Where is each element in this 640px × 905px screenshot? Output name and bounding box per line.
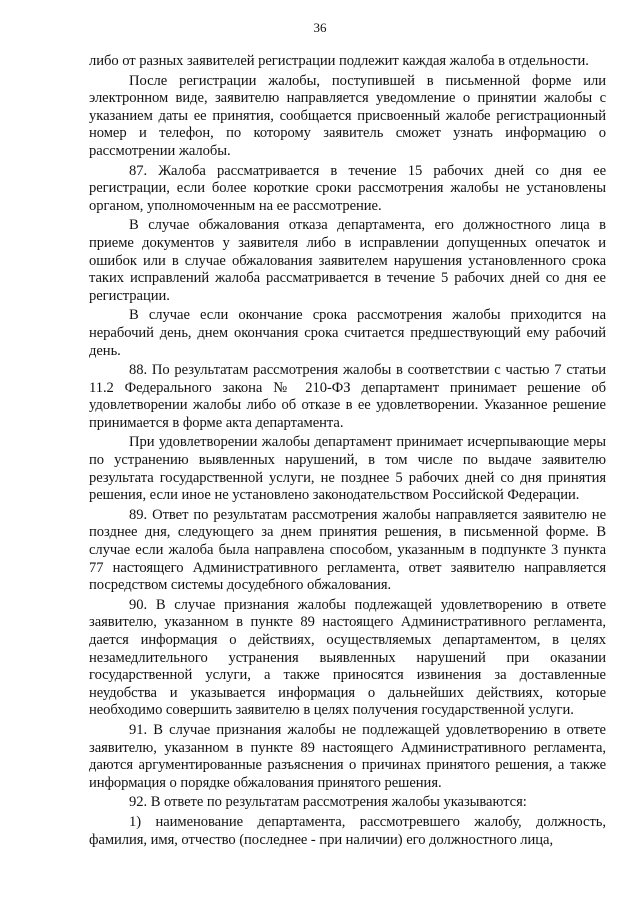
page-number: 36 — [313, 20, 327, 35]
paragraph-continuation: либо от разных заявителей регистрации подлежит каждая жалоба в отдельности. — [89, 53, 589, 69]
paragraph-91: 91. В случае признания жалобы не подлежащей удовлетворению в ответе заявителю, указанном в пункте 89 настоящего Административного регламента, даются аргументированные разъяснения о причинах принятого решения, а также информация о порядке обжалования принятого решения. — [89, 721, 606, 791]
paragraph-87: 87. Жалоба рассматривается в течение 15 рабочих дней со дня ее регистрации, если более короткие сроки рассмотрения жалобы не установлены органом, уполномоченным на ее рассмотрение. — [89, 162, 606, 214]
paragraph-92-item-1: 1) наименование департамента, рассмотревшего жалобу, должность, фамилия, имя, отчество (последнее - при наличии) его должностного лица, — [89, 813, 606, 848]
document-body — [89, 53, 606, 849]
paragraph-registration-notice: После регистрации жалобы, поступившей в письменной форме или электронном виде, заявителю направляется уведомление о принятии жалобы с указанием даты ее принятия, сообщается присвоенный жалобе регистрационный номер и телефон, по которому заявитель сможет узнать информацию о рассмотрении жалобы. — [89, 72, 606, 159]
paragraph-87-refusal: В случае обжалования отказа департамента, его должностного лица в приеме документов у заявителя либо в исправлении допущенных опечаток и ошибок или в случае обжалования заявителем нарушения установленного срока таких исправлений жалоба рассматривается в течение 5 рабочих дней со дня ее регистрации. — [89, 217, 606, 304]
paragraph-88-satisfaction: При удовлетворении жалобы департамент принимает исчерпывающие меры по устранению выявленных нарушений, в том числе по выдаче заявителю результата государственной услуги, не позднее 5 рабочих дней со дня принятия решения, если иное не установлено законодательством Российской Федерации. — [89, 434, 606, 504]
paragraph-87-nonworking-day: В случае если окончание срока рассмотрения жалобы приходится на нерабочий день, днем окончания срока считается предшествующий ему рабочий день. — [89, 307, 606, 359]
paragraph-92: 92. В ответе по результатам рассмотрения жалобы указываются: — [129, 794, 527, 811]
paragraph-90: 90. В случае признания жалобы подлежащей удовлетворению в ответе заявителю, указанном в пункте 89 настоящего Административного регламента, дается информация о действиях, осуществляемых департаментом, в целях незамедлительного устранения выявленных нарушений при оказании государственной услуги, а также приносятся извинения за доставленные неудобства и указывается информация о дальнейших действиях, которые необходимо совершить заявителю в целях получения государственной услуги. — [89, 596, 606, 719]
paragraph-88: 88. По результатам рассмотрения жалобы в соответствии с частью 7 статьи 11.2 Федерального закона № 210-ФЗ департамент принимает решение об удовлетворении жалобы либо об отказе в ее удовлетворении. Указанное решение принимается в форме акта департамента. — [89, 362, 606, 431]
paragraph-89: 89. Ответ по результатам рассмотрения жалобы направляется заявителю не позднее дня, следующего за днем принятия решения, в письменной форме. В случае если жалоба была направлена способом, указанным в подпункте 3 пункта 77 настоящего Административного регламента, ответ заявителю направляется посредством системы досудебного обжалования. — [89, 506, 606, 594]
